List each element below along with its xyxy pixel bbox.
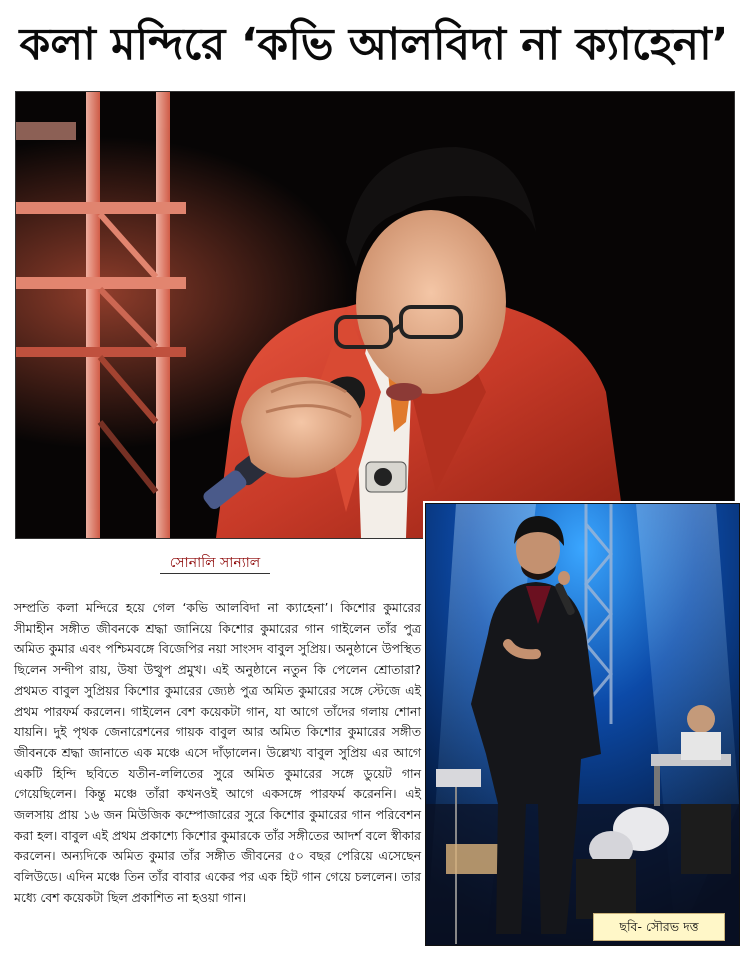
inset-photo — [425, 503, 740, 946]
author-byline: সোনালি সান্যাল — [169, 555, 261, 571]
main-photo — [15, 91, 735, 539]
byline-underline — [160, 573, 270, 574]
singer-red-jacket-illustration — [16, 92, 734, 538]
headline: কলা মন্দিরে ‘কভি আলবিদা না ক্যাহেনা’ — [19, 19, 729, 70]
singer-black-suit-illustration — [426, 504, 739, 945]
photo-credit: ছবি- সৌরভ দত্ত — [593, 913, 725, 941]
article-body: সম্প্রতি কলা মন্দিরে হয়ে গেল ‘কভি আলবিদা না ক্যাহেনা’। কিশোর কুমারের সীমাহীন সঙ্গীত জীবনকে শ্রদ্ধা জানিয়ে কিশোর কুমারের গান গাইলেন তাঁর পুত্র অমিত কুমার এবং পশ্চিমবঙ্গে বিজেপির নয়া সাংসদ বাবুল সুপ্রিয়। অনুষ্ঠানে উপস্থিত ছিলেন সন্দীপ রায়, উষা উত্থুপ প্রমুখ। এই অনুষ্ঠানে নতুন কি পেলেন শ্রোতারা? প্রথমত বাবুল সুপ্রিয়র কিশোর কুমারের জ্যেষ্ঠ পুত্র অমিত কুমারের সঙ্গে স্টেজে এই প্রথম পারফর্ম করলেন। গাইলেন বেশ কয়েকটা গান, যা আগে তাঁদের গলায় শোনা যায়নি। দুই পৃথক জেনারেশনের গায়ক বাবুল আর অমিত কিশোর কুমারের সঙ্গীত জীবনকে শ্রদ্ধা জানাতে এক মঞ্চে এসে দাঁড়ালেন। উল্লেখ্য বাবুল সুপ্রিয় এর আগে একটি হিন্দি ছবিতে যতীন-ললিতের সুরে অমিত কুমারের সঙ্গে ডুয়েট গান গেয়েছিলেন। কিন্তু মঞ্চে তাঁরা কখনওই আগে একসঙ্গে পারফর্ম করেননি। এই জলসায় প্রায় ১৬ জন মিউজিক কম্পোজারের সুরে কিশোর কুমারের গান পরিবেশন করা হল। বাবুল এই প্রথম প্রকাশ্যে কিশোর কুমারকে তাঁর সঙ্গীতের আদর্শ বলে স্বীকার করলেন। অন্যদিকে অমিত কুমার তাঁর সঙ্গীত জীবনের ৫০ বছর পেরিয়ে এসেছেন বলিউডে। এদিন মঞ্চে তিন তাঁর বাবার একের পর এক হিট গান গেয়ে চললেন। তার মধ্যে বেশ কয়েকটা ছিল প্রকাশিত না হওয়া গান। — [14, 600, 421, 905]
